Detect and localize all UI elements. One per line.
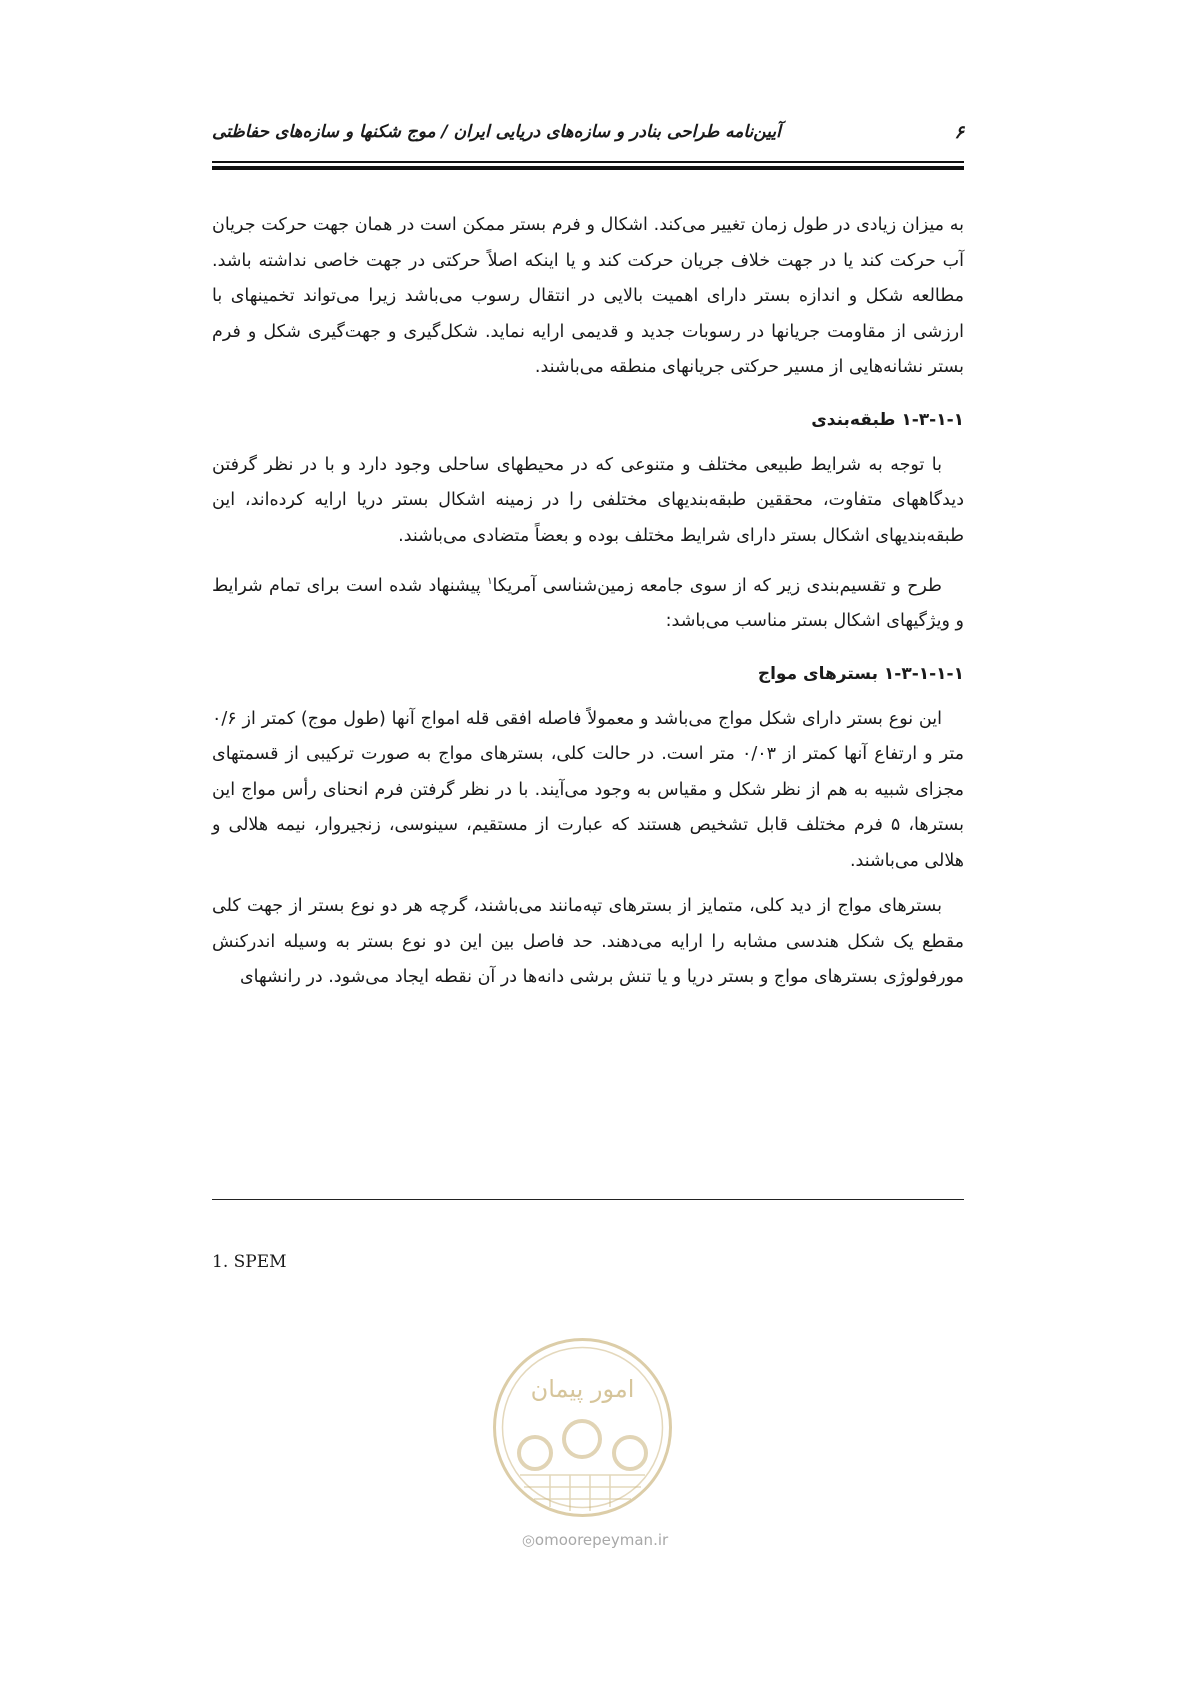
paragraph-ripple-description: این نوع بستر دارای شکل مواج می‌باشد و معمولاً فاصله افقی قله امواج آنها (طول موج) کمتر از ۰/۶ متر و ارتفاع آنها کمتر از ۰/۰۳ متر است. در حالت کلی، بسترهای مواج به صورت ترکیبی از قسمتهای مجزای شبیه به هم از نظر شکل و مقیاس به وجود می‌آیند. با در نظر گرفتن فرم انحنای رأس مواج این بسترها، ۵ فرم مختلف قابل تشخیص هستند که عبارت از مستقیم، سینوسی، زنجیروار، نیمه هلالی و هلالی می‌باشند. xyxy=(212,708,964,871)
svg-text:امور پیمان: امور پیمان xyxy=(530,1375,635,1403)
section-heading-classification: ۱-۳-۱-۱ طبقه‌بندی xyxy=(811,409,964,430)
footnote-separator xyxy=(212,1199,964,1200)
paragraph-bed-forms: به میزان زیادی در طول زمان تغییر می‌کند. اشکال و فرم بستر ممکن است در همان جهت حرکت جریان آب حرکت کند یا در جهت خلاف جریان حرکت کند و یا اینکه اصلاً حرکتی در جهت خاصی نداشته باشد. مطالعه شکل و اندازه بستر دارای اهمیت بالایی در انتقال رسوب می‌باشد زیرا می‌تواند تخمینهای با ارزشی از مقاومت جریانها در رسوبات جدید و قدیمی ارایه نماید. شکل‌گیری و جهت‌گیری شکل و فرم بستر نشانه‌هایی از مسیر حرکتی جریانهای منطقه می‌باشند. xyxy=(212,215,964,377)
watermark-url xyxy=(0,1531,1190,1549)
paragraph-scheme-start: طرح و تقسیم‌بندی زیر که از سوی جامعه زمین‌شناسی آمریکا xyxy=(492,575,942,596)
watermark-url-text: omoorepeyman.ir xyxy=(534,1531,669,1549)
footnote-marker: ۱ xyxy=(487,576,493,587)
paragraph-classification: با توجه به شرایط طبیعی مختلف و متنوعی که در محیطهای ساحلی وجود دارد و با در نظر گرفتن دیدگاههای متفاوت، محققین طبقه‌بندیهای مختلفی را در زمینه اشکال بستر دریا ارایه کرده‌اند، این طبقه‌بندیهای اشکال بستر دارای شرایط مختلف بوده و بعضاً متضادی می‌باشند. xyxy=(212,454,964,546)
paragraph-scheme xyxy=(212,564,964,640)
header-rule-thick xyxy=(212,166,964,170)
footnote-text: 1. SPEM xyxy=(212,1252,287,1272)
header-rule-thin xyxy=(212,161,964,163)
running-title: آیین‌نامه طراحی بنادر و سازه‌های دریایی ایران / موج شکنها و سازه‌های حفاظتی xyxy=(212,122,781,142)
body-text xyxy=(212,208,964,1006)
watermark-logo-icon xyxy=(490,1335,675,1520)
section-heading-ripple-beds: ۱-۳-۱-۱-۱ بسترهای مواج xyxy=(757,663,964,684)
paragraph-scheme-end: پیشنهاد شده است برای تمام شرایط و ویژگیهای اشکال بستر مناسب می‌باشد: xyxy=(212,575,964,632)
page-header xyxy=(212,122,964,148)
page-number: ۶ xyxy=(954,122,964,143)
paragraph-ripple-vs-dunes: بسترهای مواج از دید کلی، متمایز از بسترهای تپه‌مانند می‌باشند، گرچه هر دو نوع بستر از جهت کلی مقطع یک شکل هندسی مشابه را ارایه می‌دهند. حد فاصل بین این دو نوع بستر به وسیله اندرکنش مورفولوژی بسترهای مواج و بستر دریا و یا تنش برشی دانه‌ها در آن نقطه ایجاد می‌شود. در رانشهای xyxy=(212,896,964,988)
watermark-globe-icon: ◎ xyxy=(521,1531,535,1549)
